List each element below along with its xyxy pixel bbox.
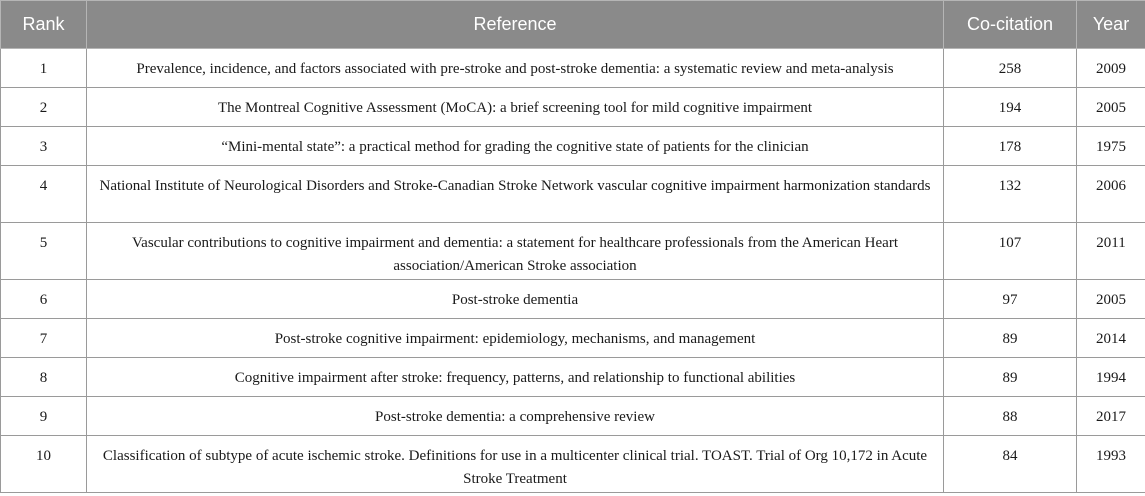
rank-cell: 9 (1, 397, 87, 436)
header-reference: Reference (87, 1, 944, 49)
reference-cell: Post-stroke cognitive impairment: epidemiology, mechanisms, and management (87, 319, 944, 358)
year-cell: 1993 (1077, 436, 1145, 493)
year-cell: 2006 (1077, 166, 1145, 223)
year-cell: 2005 (1077, 88, 1145, 127)
year-cell: 2009 (1077, 49, 1145, 88)
cocitation-cell: 89 (944, 358, 1077, 397)
reference-cell: The Montreal Cognitive Assessment (MoCA): a brief screening tool for mild cognitive impairment (87, 88, 944, 127)
rank-cell: 1 (1, 49, 87, 88)
year-cell: 2011 (1077, 223, 1145, 280)
table-row (1, 223, 1145, 280)
cocitation-cell: 107 (944, 223, 1077, 280)
rank-cell: 4 (1, 166, 87, 223)
year-cell: 1994 (1077, 358, 1145, 397)
year-cell: 2014 (1077, 319, 1145, 358)
header-row (1, 1, 1145, 49)
reference-cell: Classification of subtype of acute ischemic stroke. Definitions for use in a multicenter clinical trial. TOAST. Trial of Org 10,172 in Acute Stroke Treatment (87, 436, 944, 493)
table-row (1, 127, 1145, 166)
table-row (1, 280, 1145, 319)
cocitation-cell: 258 (944, 49, 1077, 88)
rank-cell: 10 (1, 436, 87, 493)
rank-cell: 6 (1, 280, 87, 319)
table-header (1, 1, 1145, 49)
rank-cell: 3 (1, 127, 87, 166)
table-row (1, 397, 1145, 436)
cocitation-cell: 178 (944, 127, 1077, 166)
reference-cell: Prevalence, incidence, and factors associated with pre-stroke and post-stroke dementia: a systematic review and meta-analysis (87, 49, 944, 88)
reference-cell: Post-stroke dementia (87, 280, 944, 319)
year-cell: 1975 (1077, 127, 1145, 166)
cocitation-cell: 97 (944, 280, 1077, 319)
table-row (1, 436, 1145, 493)
cocitation-cell: 84 (944, 436, 1077, 493)
header-cocitation: Co-citation (944, 1, 1077, 49)
year-cell: 2005 (1077, 280, 1145, 319)
reference-cell: Post-stroke dementia: a comprehensive review (87, 397, 944, 436)
table-row (1, 88, 1145, 127)
table-row (1, 358, 1145, 397)
table-row (1, 166, 1145, 223)
rank-cell: 7 (1, 319, 87, 358)
cocitation-cell: 89 (944, 319, 1077, 358)
reference-cell: Vascular contributions to cognitive impairment and dementia: a statement for healthcare professionals from the American Heart association/American Stroke association (87, 223, 944, 280)
table-row (1, 319, 1145, 358)
header-year: Year (1077, 1, 1145, 49)
rank-cell: 8 (1, 358, 87, 397)
cocitation-cell: 88 (944, 397, 1077, 436)
table-row (1, 49, 1145, 88)
reference-cell: “Mini-mental state”: a practical method for grading the cognitive state of patients for the clinician (87, 127, 944, 166)
table-body (1, 49, 1145, 493)
cocitation-cell: 132 (944, 166, 1077, 223)
reference-cell: National Institute of Neurological Disorders and Stroke-Canadian Stroke Network vascular cognitive impairment harmonization standards (87, 166, 944, 223)
reference-cell: Cognitive impairment after stroke: frequency, patterns, and relationship to functional abilities (87, 358, 944, 397)
header-rank: Rank (1, 1, 87, 49)
cocitation-cell: 194 (944, 88, 1077, 127)
year-cell: 2017 (1077, 397, 1145, 436)
rank-cell: 2 (1, 88, 87, 127)
rank-cell: 5 (1, 223, 87, 280)
